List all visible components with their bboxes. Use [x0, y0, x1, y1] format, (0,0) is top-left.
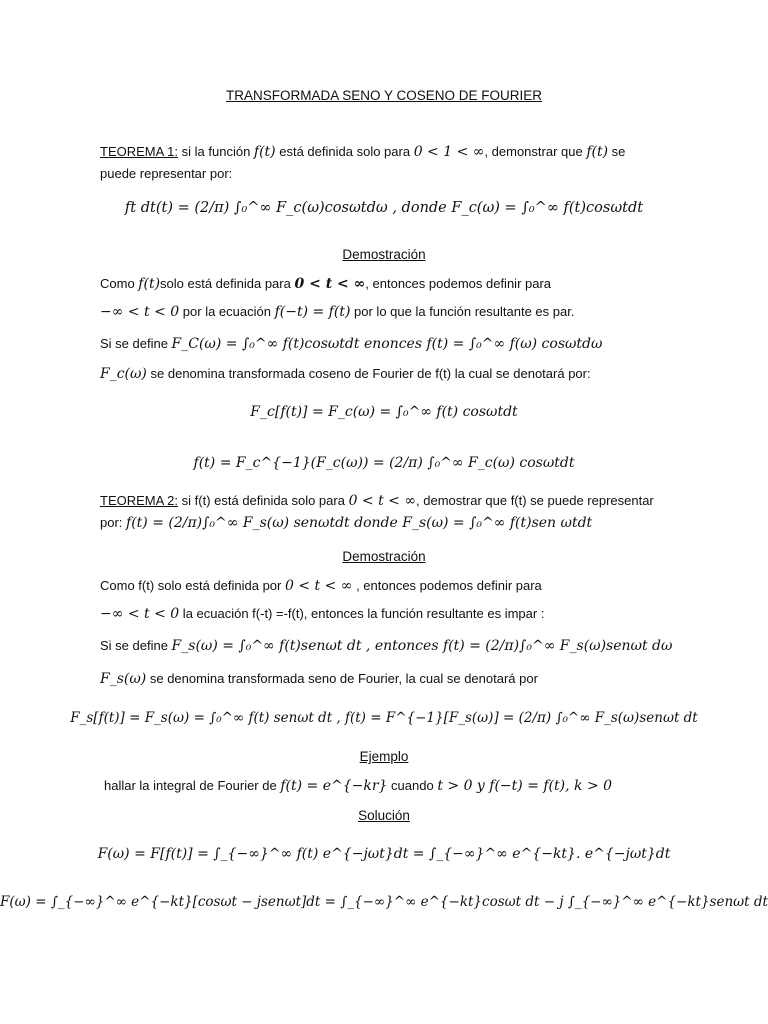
- demo2-l2-math: −∞ < t < 0: [100, 606, 180, 622]
- demo2-l1-text-a: Como f(t) solo está definida por: [100, 578, 285, 593]
- demo1-l4-text: se denomina transformada coseno de Fourier de f(t) la cual se denotará por:: [146, 366, 591, 381]
- theorem2-line1: [100, 493, 686, 509]
- demo2-line4: [100, 671, 686, 687]
- theorem2-l2-text: por:: [100, 515, 127, 530]
- example-text-b: cuando: [387, 778, 438, 793]
- demo1-l2-math-range: −∞ < t < 0: [100, 304, 180, 320]
- theorem1-math-range: 0 < 1 < ∞: [413, 144, 485, 160]
- theorem2-text-b: , demostrar que f(t) se puede representar: [416, 493, 654, 508]
- demo1-l1-math-range: 0 < t < ∞: [294, 276, 366, 292]
- example-text-a: hallar la integral de Fourier de: [104, 778, 281, 793]
- demo1-line2: [100, 304, 686, 320]
- theorem1-math-ft2: f(t): [586, 144, 609, 160]
- demo1-l4-math: F_c(ω): [100, 366, 147, 382]
- demo2-heading: Demostración: [342, 549, 426, 564]
- document-title: TRANSFORMADA SENO Y COSENO DE FOURIER: [225, 88, 543, 103]
- demo1-equation1: F_c[f(t)] = F_c(ω) = ∫₀^∞ f(t) cosωtdt: [250, 404, 518, 420]
- demo1-l1-text-a: Como: [100, 276, 139, 291]
- demo1-line4: [100, 366, 686, 382]
- demo2-l1-text-b: , entonces podemos definir para: [352, 578, 542, 593]
- theorem2-text-a: si f(t) está definida solo para: [178, 493, 349, 508]
- theorem1-math-ft: f(t): [253, 144, 276, 160]
- theorem2-math-range: 0 < t < ∞: [348, 493, 417, 509]
- demo2-line2: [100, 606, 686, 622]
- solution-heading: Solución: [358, 808, 410, 823]
- demo2-l4-text: se denomina transformada seno de Fourier, la cual se denotará por: [146, 671, 538, 686]
- theorem1-text-d: se: [608, 144, 626, 159]
- demo1-heading: Demostración: [342, 247, 426, 262]
- theorem1-line2: puede representar por:: [100, 166, 233, 181]
- demo1-l2-text-b: por lo que la función resultante es par.: [350, 304, 575, 319]
- theorem1-text-a: si la función: [178, 144, 254, 159]
- demo1-l1-math-ft: f(t): [138, 276, 161, 292]
- theorem2-l2-math: f(t) = (2/π)∫₀^∞ F_s(ω) senωtdt donde F_s(ω) = ∫₀^∞ f(t)sen ωtdt: [126, 515, 593, 531]
- demo2-l3-math: F_s(ω) = ∫₀^∞ f(t)senωt dt , entonces f(t) = (2/π)∫₀^∞ F_s(ω)senωt dω: [171, 638, 673, 654]
- theorem2-line2: [100, 515, 686, 531]
- theorem1-equation: ft dt(t) = (2/π) ∫₀^∞ F_c(ω)cosωtdω , donde F_c(ω) = ∫₀^∞ f(t)cosωtdt: [124, 200, 644, 216]
- demo2-l1-math: 0 < t < ∞: [284, 578, 353, 594]
- demo1-equation2: f(t) = F_c^{−1}(F_c(ω)) = (2/π) ∫₀^∞ F_c(ω) cosωtdt: [193, 455, 575, 471]
- theorem2-label: TEOREMA 2:: [100, 493, 179, 508]
- solution-equation1: F(ω) = F[f(t)] = ∫_{−∞}^∞ f(t) e^{−jωt}dt = ∫_{−∞}^∞ e^{−kt}. e^{−jωt}dt: [97, 846, 671, 862]
- example-math-cond: t > 0 y f(−t) = f(t), k > 0: [437, 778, 613, 794]
- demo2-l3-text: Si se define: [100, 638, 172, 653]
- demo2-equation: F_s[f(t)] = F_s(ω) = ∫₀^∞ f(t) senωt dt , f(t) = F^{−1}[F_s(ω)] = (2/π) ∫₀^∞ F_s(ω)senωt dt: [70, 710, 698, 726]
- theorem1-label: TEOREMA 1:: [100, 144, 179, 159]
- theorem1-text-b: está definida solo para: [275, 144, 414, 159]
- demo1-l1-text-c: , entonces podemos definir para: [365, 276, 552, 291]
- demo1-line3: [100, 336, 686, 352]
- theorem1-text-c: , demonstrar que: [484, 144, 587, 159]
- example-math-f: f(t) = e^{−kr}: [280, 778, 388, 794]
- demo2-line3: [100, 638, 686, 654]
- demo1-line1: [100, 276, 686, 292]
- demo1-l3-math: F_C(ω) = ∫₀^∞ f(t)cosωtdt enonces f(t) = ∫₀^∞ f(ω) cosωtdω: [171, 336, 603, 352]
- example-heading: Ejemplo: [359, 749, 409, 764]
- demo2-line1: [100, 578, 686, 594]
- demo1-l1-text-b: solo está definida para: [160, 276, 295, 291]
- solution-equation2: F(ω) = ∫_{−∞}^∞ e^{−kt}[cosωt − jsenωt]dt = ∫_{−∞}^∞ e^{−kt}cosωt dt − j ∫_{−∞}^∞ e^{−kt}senωt dt: [0, 894, 768, 910]
- example-line1: [104, 778, 612, 794]
- demo1-l3-text: Si se define: [100, 336, 172, 351]
- demo1-l2-math-eq: f(−t) = f(t): [274, 304, 351, 320]
- demo2-l2-text: la ecuación f(-t) =-f(t), entonces la función resultante es impar :: [179, 606, 545, 621]
- demo2-l4-math: F_s(ω): [100, 671, 147, 687]
- demo1-l2-text-a: por la ecuación: [179, 304, 275, 319]
- theorem1-line1: [100, 144, 686, 160]
